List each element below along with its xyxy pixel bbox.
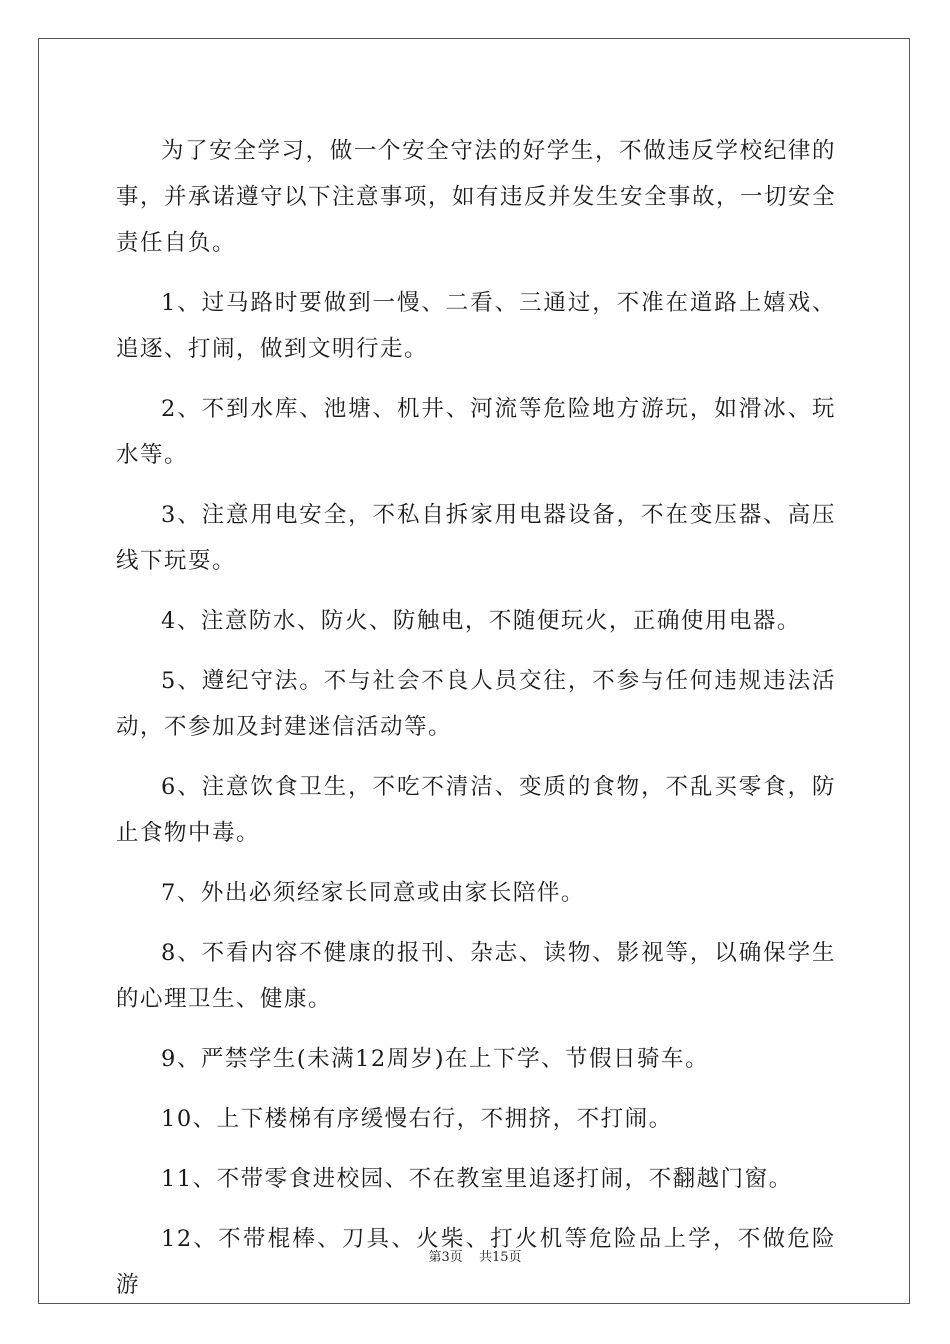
page-number-current: 第3页	[428, 1250, 463, 1265]
paragraph-intro: 为了安全学习，做一个安全守法的好学生，不做违反学校纪律的事，并承诺遵守以下注意事项，如有违反并发生安全事故，一切安全责任自负。	[116, 138, 837, 256]
paragraph-item-11: 11、不带零食进校园、不在教室里追逐打闹，不翻越门窗。	[161, 1166, 793, 1192]
document-body	[116, 128, 836, 1322]
paragraph-item-7: 7、外出必须经家长同意或由家长陪伴。	[161, 880, 585, 906]
paragraph-item-1: 1、过马路时要做到一慢、二看、三通过，不准在道路上嬉戏、追逐、打闹，做到文明行走。	[116, 290, 836, 362]
paragraph-item-2: 2、不到水库、池塘、机井、河流等危险地方游玩，如滑冰、玩水等。	[116, 396, 836, 468]
paragraph-item-3: 3、注意用电安全，不私自拆家用电器设备，不在变压器、高压线下玩耍。	[116, 502, 836, 574]
paragraph-item-5: 5、遵纪守法。不与社会不良人员交往，不参与任何违规违法活动，不参加及封建迷信活动等。	[116, 668, 836, 740]
paragraph-item-9: 9、严禁学生(未满12周岁)在上下学、节假日骑车。	[161, 1046, 710, 1072]
paragraph-item-12: 12、不带棍棒、刀具、火柴、打火机等危险品上学，不做危险游	[116, 1226, 836, 1298]
page-number-total: 共15页	[478, 1250, 522, 1265]
paragraph-item-10: 10、上下楼梯有序缓慢右行，不拥挤，不打闹。	[161, 1106, 673, 1132]
page-footer	[0, 1246, 950, 1265]
paragraph-item-8: 8、不看内容不健康的报刊、杂志、读物、影视等，以确保学生的心理卫生、健康。	[116, 940, 836, 1012]
paragraph-item-6: 6、注意饮食卫生，不吃不清洁、变质的食物，不乱买零食，防止食物中毒。	[116, 774, 836, 846]
paragraph-item-4: 4、注意防水、防火、防触电，不随便玩火，正确使用电器。	[161, 608, 801, 634]
